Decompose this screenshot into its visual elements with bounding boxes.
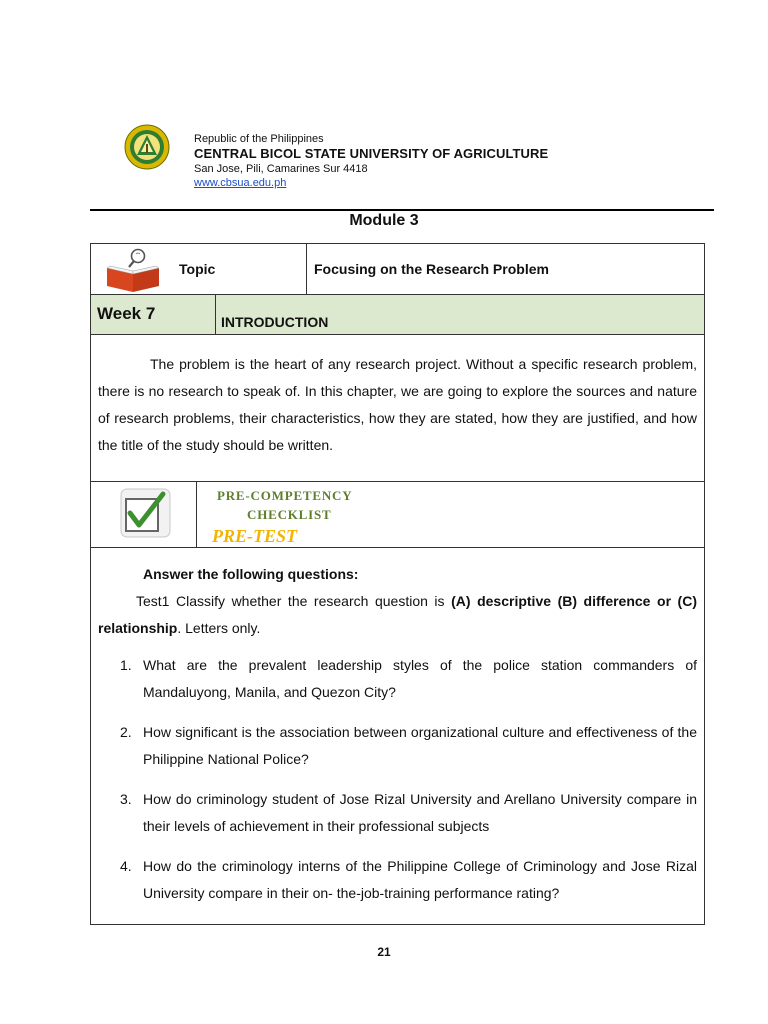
topic-label: Topic [179,261,216,277]
questions-heading: Answer the following questions: [143,566,359,582]
pre-competency-title: PRE-COMPETENCY [217,488,353,503]
pre-test-title: PRE-TEST [212,526,298,546]
book-magnifier-icon [105,246,161,294]
question-number: 2. [120,724,132,740]
list-item [98,652,697,706]
letterhead [124,124,704,196]
topic-value: Focusing on the Research Problem [314,261,549,277]
checkbox-check-icon [119,486,173,540]
question-number: 3. [120,791,132,807]
list-item [98,719,697,773]
introduction-box [90,334,705,482]
website-link[interactable]: www.cbsua.edu.ph [194,177,287,189]
checklist-title: CHECKLIST [247,507,332,522]
question-text: How do criminology student of Jose Rizal University and Arellano University compare in their levels of achievement in their professional subjects [143,791,697,834]
pre-competency-row [90,481,705,548]
question-number: 4. [120,858,132,874]
week-row [90,294,705,335]
university-name: CENTRAL BICOL STATE UNIVERSITY OF AGRICULTURE [194,146,549,161]
test-instructions [98,588,697,642]
instructions-tail: . Letters only. [177,620,261,636]
topic-row [90,243,705,295]
module-title: Module 3 [349,212,419,229]
question-text: How significant is the association between organizational culture and effectiveness of the Philippine National Police? [143,724,697,767]
instructions-lead: Test1 Classify whether the research question is [136,593,452,609]
page-number: 21 [377,945,391,959]
question-text: How do the criminology interns of the Philippine College of Criminology and Jose Rizal University compare in their on- the-job-training performance rating? [143,858,697,901]
section-label: INTRODUCTION [221,314,329,330]
instructions-options: (A) descriptive (B) difference or (C) relationship [98,593,697,636]
list-item [98,786,697,840]
introduction-text: The problem is the heart of any research project. Without a specific research problem, there is no research to speak of. In this chapter, we are going to explore the sources and nature of research problems, their characteristics, how they are stated, how they are justified, and how the title of the study should be written. [98,356,697,453]
university-address: San Jose, Pili, Camarines Sur 4418 [194,163,368,175]
republic-text: Republic of the Philippines [194,133,324,145]
header-divider [90,209,714,211]
questions-box [90,547,705,925]
topic-divider [306,244,307,294]
question-list [98,652,697,920]
week-divider [215,295,216,334]
university-seal-icon [124,124,170,170]
week-label: Week 7 [97,304,156,323]
question-number: 1. [120,657,132,673]
pre-competency-divider [196,482,197,547]
list-item [98,853,697,907]
question-text: What are the prevalent leadership styles of the police station commanders of Mandaluyong, Manila, and Quezon City? [143,657,697,700]
